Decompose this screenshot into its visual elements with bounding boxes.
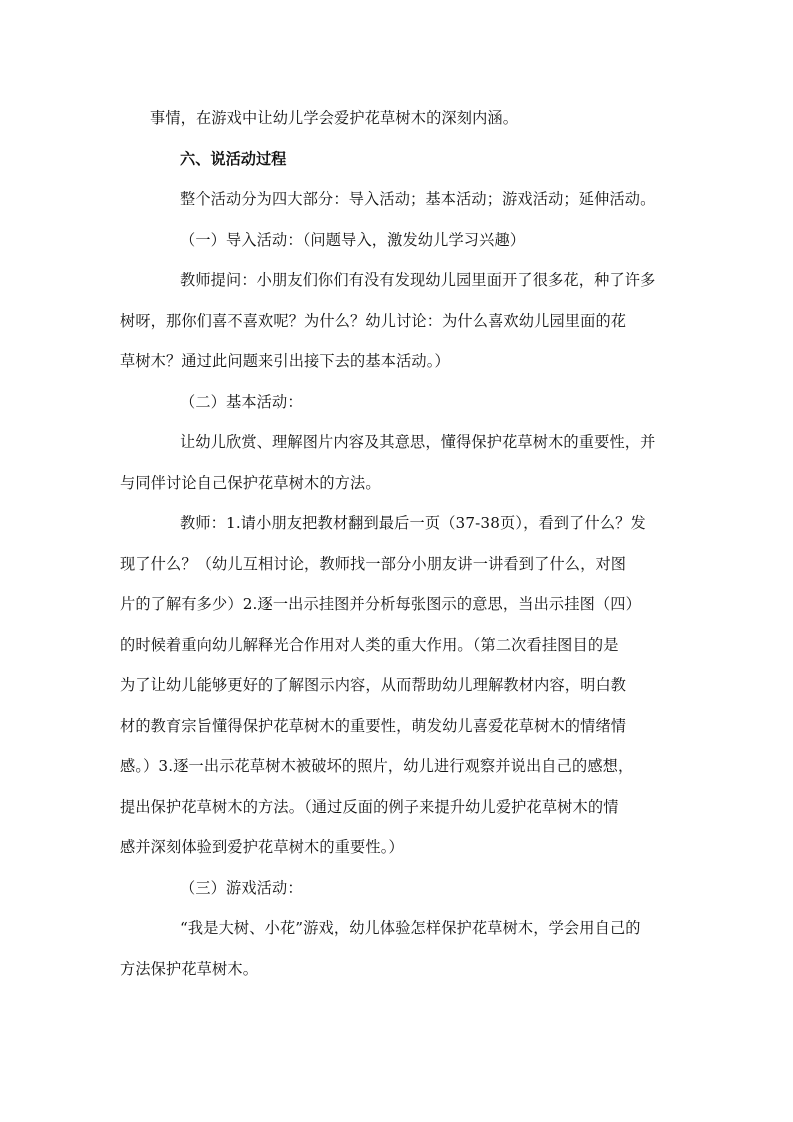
text-line: 的时候着重向幼儿解释光合作用对人类的重大作用。（第二次看挂图目的是 [120, 635, 619, 654]
text-line: 为了让幼儿能够更好的了解图示内容，从而帮助幼儿理解教材内容，明白教 [120, 676, 627, 694]
text-line: 材的教育宗旨懂得保护花草树木的重要性，萌发幼儿喜爱花草树木的情绪情 [120, 716, 627, 735]
paragraph-appreciate-images [120, 422, 680, 503]
text-line: 方法保护花草树木。 [120, 959, 259, 978]
subheading-intro-activity [150, 220, 680, 261]
subheading-basic-activity [150, 382, 680, 423]
text-line: 事情，在游戏中让幼儿学会爱护花草树木的深刻内涵。 [150, 109, 519, 127]
heading-text: 六、说活动过程 [180, 149, 287, 168]
text-line: 树呀，那你们喜不喜欢呢？为什么？幼儿讨论：为什么喜欢幼儿园里面的花 [120, 311, 627, 330]
paragraph-continued [150, 98, 680, 139]
text-line: （二）基本活动： [180, 392, 303, 411]
paragraph-teacher-steps [120, 503, 680, 868]
text-line: 现了什么？（幼儿互相讨论，教师找一部分小朋友讲一讲看到了什么，对图 [120, 554, 627, 573]
text-line: 教师：1.请小朋友把教材翻到最后一页（37-38页），看到了什么？发 [180, 514, 646, 532]
text-line: 感。）3.逐一出示花草树木被破坏的照片，幼儿进行观察并说出自己的感想， [120, 757, 634, 775]
paragraph-teacher-question [120, 260, 680, 382]
section-heading-activity-process [150, 139, 680, 180]
text-line: 让幼儿欣赏、理解图片内容及其意思，懂得保护花草树木的重要性，并 [180, 433, 656, 451]
text-line: 感并深刻体验到爱护花草树木的重要性。） [120, 838, 404, 856]
text-line: 整个活动分为四大部分：导入活动；基本活动；游戏活动；延伸活动。 [180, 190, 656, 208]
text-line: 教师提问：小朋友们你们有没有发现幼儿园里面开了很多花，种了许多 [180, 271, 656, 289]
text-line: （一）导入活动：（问题导入，激发幼儿学习兴趣） [180, 230, 526, 249]
text-line: 草树木？通过此问题来引出接下去的基本活动。） [120, 352, 450, 370]
text-line: 片的了解有多少）2.逐一出示挂图并分析每张图示的意思，当出示挂图（四） [120, 595, 641, 613]
paragraph-game-description [120, 908, 680, 989]
text-line: “我是大树、小花”游戏，幼儿体验怎样保护花草树木，学会用自己的 [180, 919, 641, 937]
subheading-game-activity [150, 868, 680, 909]
text-line: （三）游戏活动： [180, 878, 303, 897]
text-line: 提出保护花草树木的方法。（通过反面的例子来提升幼儿爱护花草树木的情 [120, 797, 619, 816]
paragraph-overview [150, 179, 680, 220]
document-body [120, 98, 680, 989]
text-line: 与同伴讨论自己保护花草树木的方法。 [120, 473, 381, 492]
